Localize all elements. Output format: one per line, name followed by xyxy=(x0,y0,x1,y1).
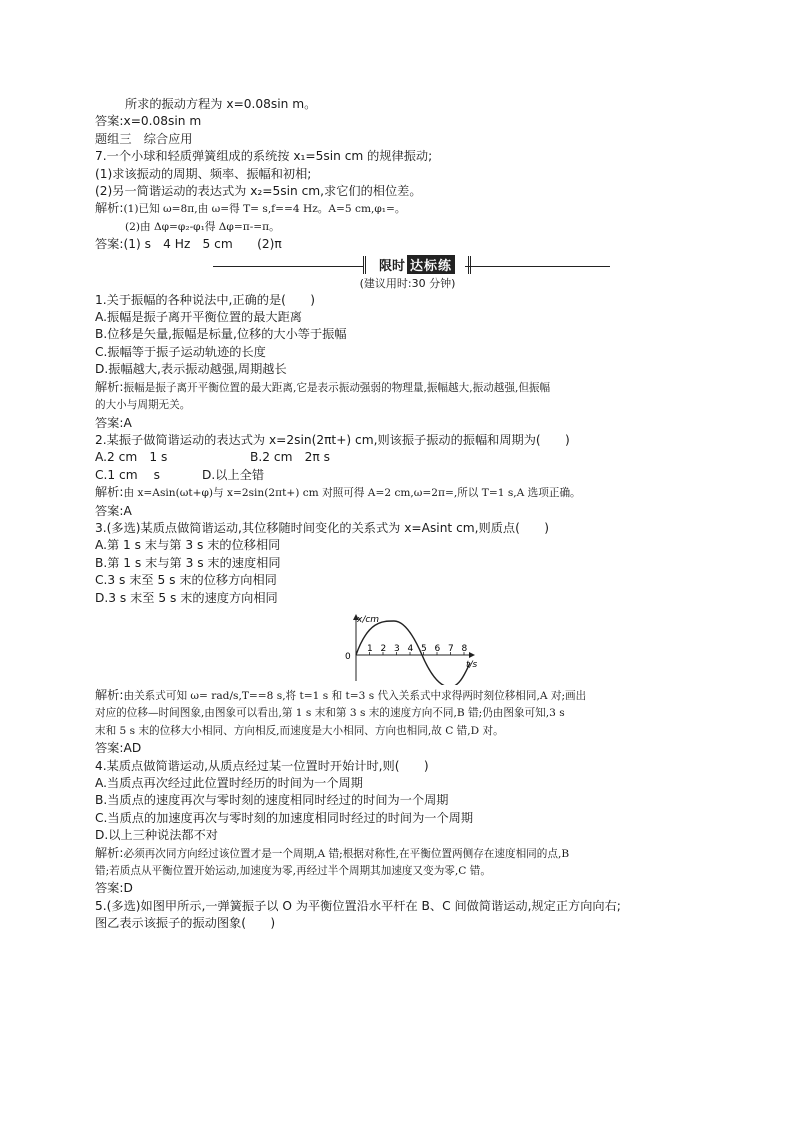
q1-option-a: A.振幅是振子离开平衡位置的最大距离 xyxy=(95,310,302,325)
banner-title-part2: 达标练 xyxy=(407,255,455,274)
q2-stem: 2.某振子做简谐运动的表达式为 x=2sin(2πt+) cm,则该振子振动的振幅和周期为( ) xyxy=(95,432,570,447)
x-axis-label: t/s xyxy=(466,659,478,670)
q1-explanation-2: 的大小与周期无关。 xyxy=(95,399,191,412)
x-tick-label: 6 xyxy=(434,643,441,654)
x-tick-label: 3 xyxy=(394,643,400,654)
q1-option-c: C.振幅等于振子运动轨迹的长度 xyxy=(95,344,266,359)
q4-explanation-2: 错;若质点从平衡位置开始运动,加速度为零,再经过半个周期其加速度又变为零,C 错。 xyxy=(95,865,491,878)
q1-explanation-1 xyxy=(95,379,710,397)
q4-option-c: C.当质点的加速度再次与零时刻的加速度相同时经过的时间为一个周期 xyxy=(95,810,474,825)
q7-part1: (1)求该振动的周期、频率、振幅和初相; xyxy=(95,166,312,181)
q3-option-b: B.第 1 s 末与第 3 s 末的速度相同 xyxy=(95,555,281,570)
answer-line xyxy=(95,113,710,130)
q2-option-b: B.2 cm 2π s xyxy=(250,450,330,465)
q3-explanation-1 xyxy=(95,687,710,705)
q4-stem: 4.某质点做简谐运动,从质点经过某一位置时开始计时,则( ) xyxy=(95,758,429,773)
q1-answer xyxy=(95,415,710,432)
equation-line: 所求的振动方程为 x=0.08sin m。 xyxy=(125,97,317,111)
q3-explanation-3: 末和 5 s 末的位移大小相同、方向相反,而速度是大小相同、方向也相同,故 C 错,D 对。 xyxy=(95,724,504,737)
q2-option-a: A.2 cm 1 s xyxy=(95,450,168,465)
explanation-text: 振幅是振子离开平衡位置的最大距离,它是表示振动强弱的物理量,振幅越大,振动越强,但振幅 xyxy=(123,381,551,394)
banner-rule-right xyxy=(465,266,610,267)
answer-tag: 答案: xyxy=(95,741,124,756)
q1-stem: 1.关于振幅的各种说法中,正确的是( ) xyxy=(95,292,316,307)
answer-tag: 答案: xyxy=(95,881,124,896)
explanation-tag: 解析: xyxy=(95,845,124,860)
q3-option-d: D.3 s 末至 5 s 末的速度方向相同 xyxy=(95,590,278,605)
q4-explanation-1 xyxy=(95,845,710,863)
q5-stem-2: 图乙表示该振子的振动图象( ) xyxy=(95,916,276,931)
q2-answer xyxy=(95,503,710,520)
explanation-tag: 解析: xyxy=(95,201,124,216)
answer-tag: 答案: xyxy=(95,415,124,430)
x-tick-label: 8 xyxy=(461,643,468,654)
q2-options-row1 xyxy=(95,449,710,466)
q3-option-a: A.第 1 s 末与第 3 s 末的位移相同 xyxy=(95,538,281,553)
q2-option-c: C.1 cm s xyxy=(95,467,160,482)
section-title: 题组三 综合应用 xyxy=(95,131,193,146)
q4-answer xyxy=(95,880,710,897)
q3-stem: 3.(多选)某质点做简谐运动,其位移随时间变化的关系式为 x=Asint cm,则质点( ) xyxy=(95,520,549,535)
q4-option-d: D.以上三种说法都不对 xyxy=(95,828,218,843)
explanation-text: 由关系式可知 ω= rad/s,T==8 s,将 t=1 s 和 t=3 s 代入关系式中求得两时刻位移相同,A 对;画出 xyxy=(123,689,587,702)
q7-stem: 7.一个小球和轻质弹簧组成的系统按 x₁=5sin cm 的规律振动; xyxy=(95,149,433,164)
answer-tag: 答案: xyxy=(95,237,124,252)
time-note: (建议用时:30 分钟) xyxy=(359,276,456,290)
q2-option-d: D.以上全错 xyxy=(202,467,265,482)
answer-tag: 答案: xyxy=(95,114,124,129)
q5-stem-1: 5.(多选)如图甲所示,一弹簧振子以 O 为平衡位置沿水平杆在 B、C 间做简谐运动,规定正方向向右; xyxy=(95,898,621,913)
y-axis-label: x/cm xyxy=(357,614,380,625)
q7-explanation-2: (2)由 Δφ=φ₂-φ₁得 Δφ=π-=π。 xyxy=(125,220,280,233)
answer-text: A xyxy=(123,503,132,518)
section-banner xyxy=(95,256,710,276)
q1-option-b: B.位移是矢量,振幅是标量,位移的大小等于振幅 xyxy=(95,327,347,342)
answer-text: A xyxy=(123,415,132,430)
document-page xyxy=(95,96,710,933)
q3-answer xyxy=(95,740,710,757)
answer-tag: 答案: xyxy=(95,503,124,518)
q7-part2: (2)另一简谐运动的表达式为 x₂=5sin cm,求它们的相位差。 xyxy=(95,184,422,199)
explanation-tag: 解析: xyxy=(95,485,124,500)
q4-option-b: B.当质点的速度再次与零时刻的速度相同时经过的时间为一个周期 xyxy=(95,793,449,808)
answer-text: (1) s 4 Hz 5 cm (2)π xyxy=(123,237,282,252)
explanation-text: (1)已知 ω=8π,由 ω=得 T= s,f==4 Hz。A=5 cm,φ₁=。 xyxy=(123,203,406,216)
x-tick-label: 5 xyxy=(421,643,427,654)
answer-text: x=0.08sin m xyxy=(123,114,202,129)
q7-explanation-1 xyxy=(95,200,710,218)
x-tick-label: 4 xyxy=(407,643,414,654)
explanation-text: 必须再次同方向经过该位置才是一个周期,A 错;根据对称性,在平衡位置两侧存在速度相同的点,B xyxy=(123,847,570,860)
q4-option-a: A.当质点再次经过此位置时经历的时间为一个周期 xyxy=(95,776,363,790)
q2-explanation-1 xyxy=(95,484,710,502)
banner-rule-left xyxy=(213,266,363,267)
q1-option-d: D.振幅越大,表示振动越强,周期越长 xyxy=(95,362,287,377)
x-tick-label: 2 xyxy=(380,643,387,654)
banner-title-part1: 限时 xyxy=(378,259,405,275)
q3-option-c: C.3 s 末至 5 s 末的位移方向相同 xyxy=(95,573,277,588)
explanation-tag: 解析: xyxy=(95,379,124,394)
banner-box xyxy=(363,256,471,274)
answer-text: D xyxy=(123,881,133,896)
q2-options-row2 xyxy=(95,467,710,484)
x-tick-label: 1 xyxy=(367,643,373,654)
q3-figure xyxy=(95,607,710,687)
explanation-text: 由 x=Asin(ωt+φ)与 x=2sin(2πt+) cm 对照可得 A=2 cm,ω=2π=,所以 T=1 s,A 选项正确。 xyxy=(123,487,581,500)
origin-label: 0 xyxy=(345,651,351,662)
x-tick-label: 7 xyxy=(448,643,454,654)
q3-explanation-2: 对应的位移—时间图象,由图象可以看出,第 1 s 末和第 3 s 末的速度方向不同,B 错;仍由图象可知,3 s xyxy=(95,707,565,720)
sine-graph xyxy=(342,611,492,685)
explanation-tag: 解析: xyxy=(95,687,124,702)
answer-text: AD xyxy=(123,741,142,756)
q7-answer xyxy=(95,236,710,253)
